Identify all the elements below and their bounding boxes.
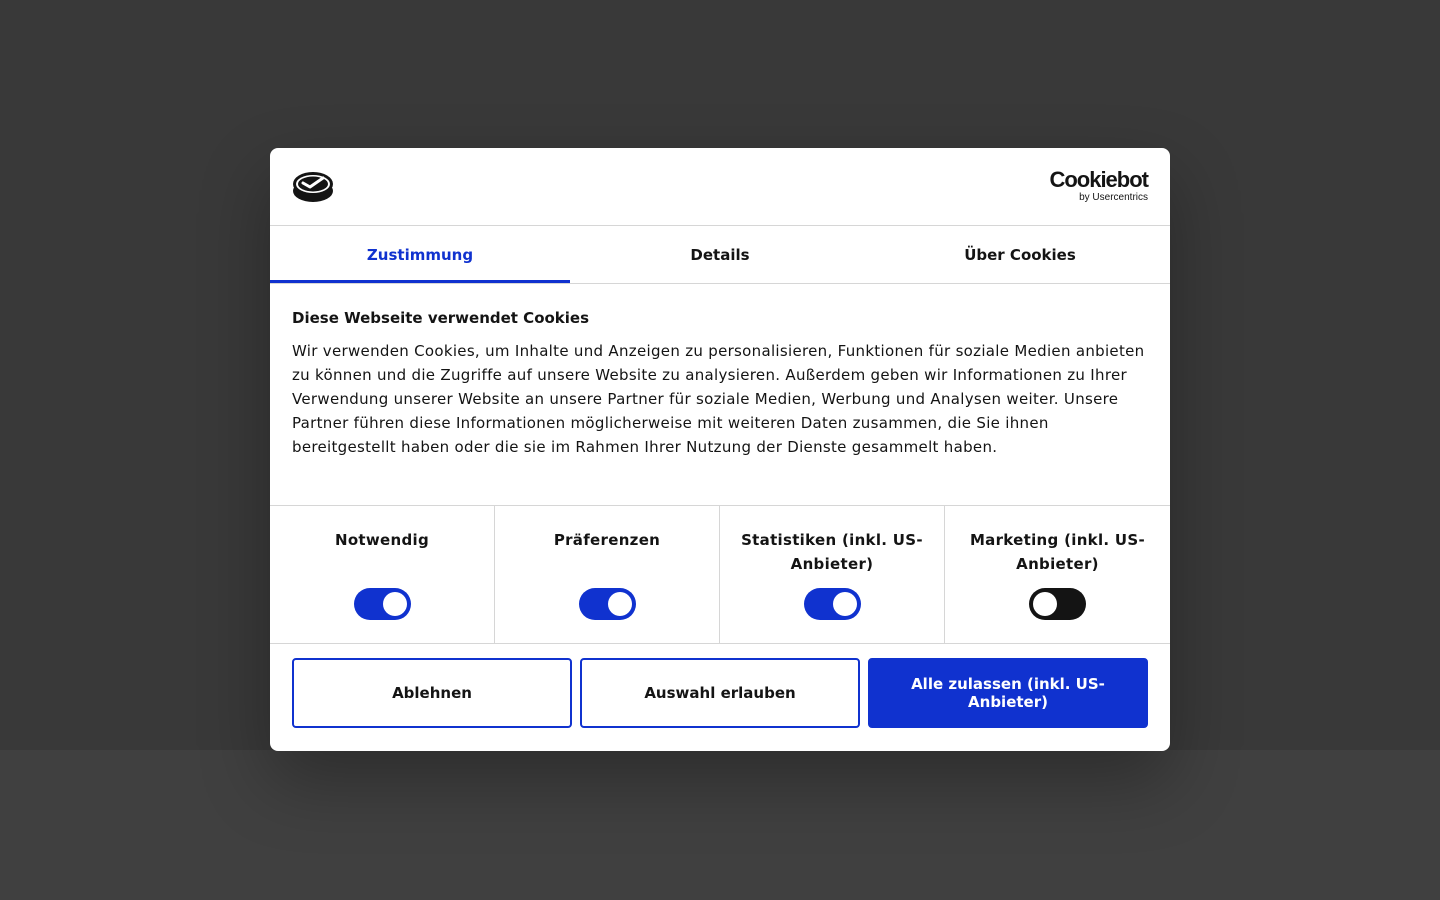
cookiebot-logo[interactable] [1038,168,1148,204]
toggle-notwendig[interactable] [354,588,411,620]
consent-buttons [292,658,1148,728]
consent-description: Wir verwenden Cookies, um Inhalte und Anzeigen zu personalisieren, Funktionen für soziale Medien anbieten zu können und die Zugriffe auf unsere Website zu analysieren. Außerdem geben wir Informationen zu Ihrer Verwendung unserer Website an unsere Partner für soziale Medien, Werbung und Analysen weiter. Unsere Partner führen diese Informationen möglicherweise mit weiteren Daten zusammen, die Sie ihnen bereitgestellt haben oder die sie im Rahmen Ihrer Nutzung der Dienste gesammelt haben. [292,342,1145,456]
allow-all-button[interactable]: Alle zulassen (inkl. US-Anbieter) [868,658,1148,728]
consent-content [292,307,1148,459]
tab-bar [270,226,1170,284]
consent-title: Diese Webseite verwendet Cookies [292,309,590,327]
category-label: Notwendig [334,531,430,549]
category-label: Marketing (inkl. US-Anbieter) [969,531,1146,573]
check-disc-icon [292,170,334,204]
tab-zustimmung[interactable]: Zustimmung [270,226,570,283]
toggle-praeferenzen[interactable] [579,588,636,620]
cookiebot-logo-name: Cookiebot [1049,167,1148,192]
cookie-consent-dialog [270,148,1170,751]
toggle-knob [1033,592,1057,616]
toggle-statistiken[interactable] [804,588,861,620]
cookiebot-logo-subtitle: by Usercentrics [1079,192,1148,203]
category-label: Präferenzen [553,531,661,549]
dialog-header [270,148,1170,226]
category-praeferenzen [495,506,720,643]
category-statistiken [720,506,945,643]
tab-ueber-cookies[interactable]: Über Cookies [964,245,1076,264]
toggle-knob [833,592,857,616]
allow-selection-button[interactable]: Auswahl erlauben [580,658,860,728]
toggle-knob [608,592,632,616]
toggle-marketing[interactable] [1029,588,1086,620]
toggle-knob [383,592,407,616]
category-marketing [945,506,1170,643]
cookie-categories [270,505,1170,644]
decline-button[interactable]: Ablehnen [292,658,572,728]
tab-details[interactable]: Details [690,245,750,264]
category-label: Statistiken (inkl. US-Anbieter) [741,531,923,573]
category-notwendig [270,506,495,643]
